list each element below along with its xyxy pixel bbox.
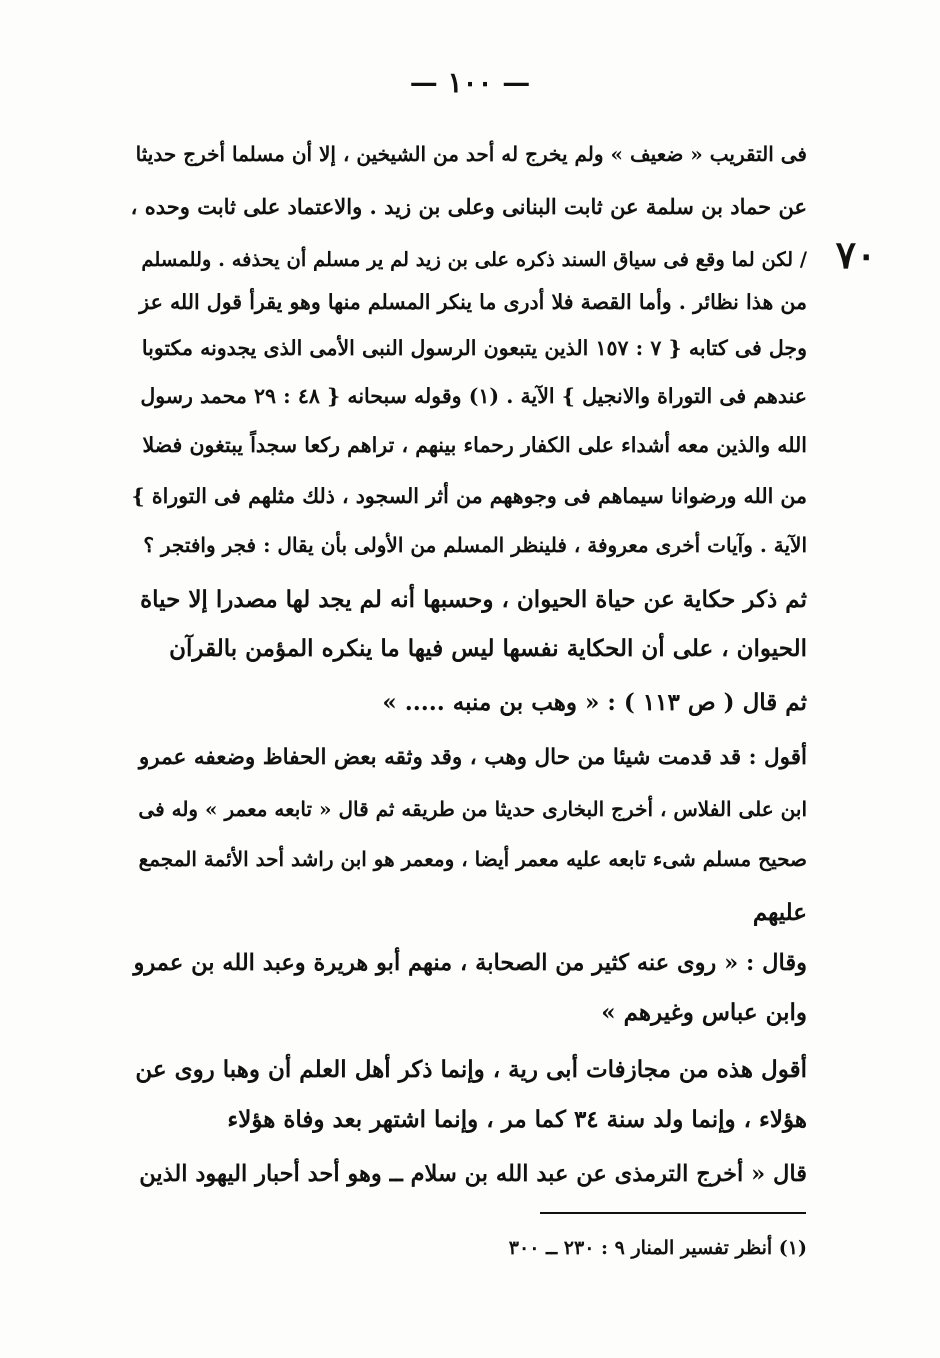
text-line: أقول هذه من مجازفات أبى رية ، وإنما ذكر أهل العلم أن وهبا روى عن xyxy=(135,1056,807,1083)
text-line: أقول : قد قدمت شيئا من حال وهب ، وقد وثقه بعض الحفاظ وضعفه عمرو xyxy=(138,745,807,770)
text-line: وقال : « روى عنه كثير من الصحابة ، منهم أبو هريرة وعبد الله بن عمرو xyxy=(133,950,807,976)
footnote-separator xyxy=(540,1212,806,1214)
margin-page-reference: ٧٠ xyxy=(835,232,877,277)
text-line: من هذا نظائر . وأما القصة فلا أدرى ما ينكر المسلم منها وهو يقرأ قول الله عز xyxy=(139,290,807,314)
text-line: ابن على الفلاس ، أخرج البخارى حديثا من طريقه ثم قال « تابعه معمر » وله فى xyxy=(138,797,807,821)
text-line: وابن عباس وغيرهم » xyxy=(601,999,807,1026)
text-line: عندهم فى التوراة والانجيل } الآية . (١) وقوله سبحانه { ٤٨ : ٢٩ محمد رسول xyxy=(140,384,807,408)
text-line: من الله ورضوانا سيماهم فى وجوههم من أثر السجود ، ذلك مثلهم فى التوراة } xyxy=(131,484,807,508)
text-line: ثم ذكر حكاية عن حياة الحيوان ، وحسبها أنه لم يجد لها مصدرا إلا حياة xyxy=(140,586,807,613)
text-line: / لكن لما وقع فى سياق السند ذكره على بن زيد لم ير مسلم أن يحذفه . وللمسلم xyxy=(141,248,807,271)
text-line: الله والذين معه أشداء على الكفار رحماء بينهم ، تراهم ركعا سجداً يبتغون فضلا xyxy=(142,433,807,457)
text-line: ثم قال ( ص ١١٣ ) : « وهب بن منبه ..... » xyxy=(382,689,807,716)
page-number: — ١٠٠ — xyxy=(409,66,531,99)
text-line: صحيح مسلم شىء تابعه عليه معمر أيضا ، ومعمر هو ابن راشد أحد الأئمة المجمع xyxy=(138,847,807,871)
text-line: قال « أخرج الترمذى عن عبد الله بن سلام ــ وهو أحد أحبار اليهود الذين xyxy=(139,1161,807,1187)
text-line: عن حماد بن سلمة عن ثابت البنانى وعلى بن زيد . والاعتماد على ثابت وحده ، xyxy=(130,194,807,219)
text-line: وجل فى كتابه { ٧ : ١٥٧ الذين يتبعون الرسول النبى الأمى الذى يجدونه مكتوبا xyxy=(141,336,807,360)
text-line: فى التقريب « ضعيف » ولم يخرج له أحد من الشيخين ، إلا أن مسلما أخرج حديثا xyxy=(135,142,807,166)
text-line: الحيوان ، على أن الحكاية نفسها ليس فيها ما ينكره المؤمن بالقرآن xyxy=(169,635,807,662)
text-line: هؤلاء ، وإنما ولد سنة ٣٤ كما مر ، وإنما اشتهر بعد وفاة هؤلاء xyxy=(227,1106,807,1133)
text-line: عليهم xyxy=(752,899,807,926)
footnote: (١) أنظر تفسير المنار ٩ : ٢٣٠ ــ ٣٠٠ xyxy=(508,1237,807,1259)
text-line: الآية . وآيات أخرى معروفة ، فلينظر المسلم من الأولى بأن يقال : فجر وافتجر ؟ xyxy=(143,533,807,557)
